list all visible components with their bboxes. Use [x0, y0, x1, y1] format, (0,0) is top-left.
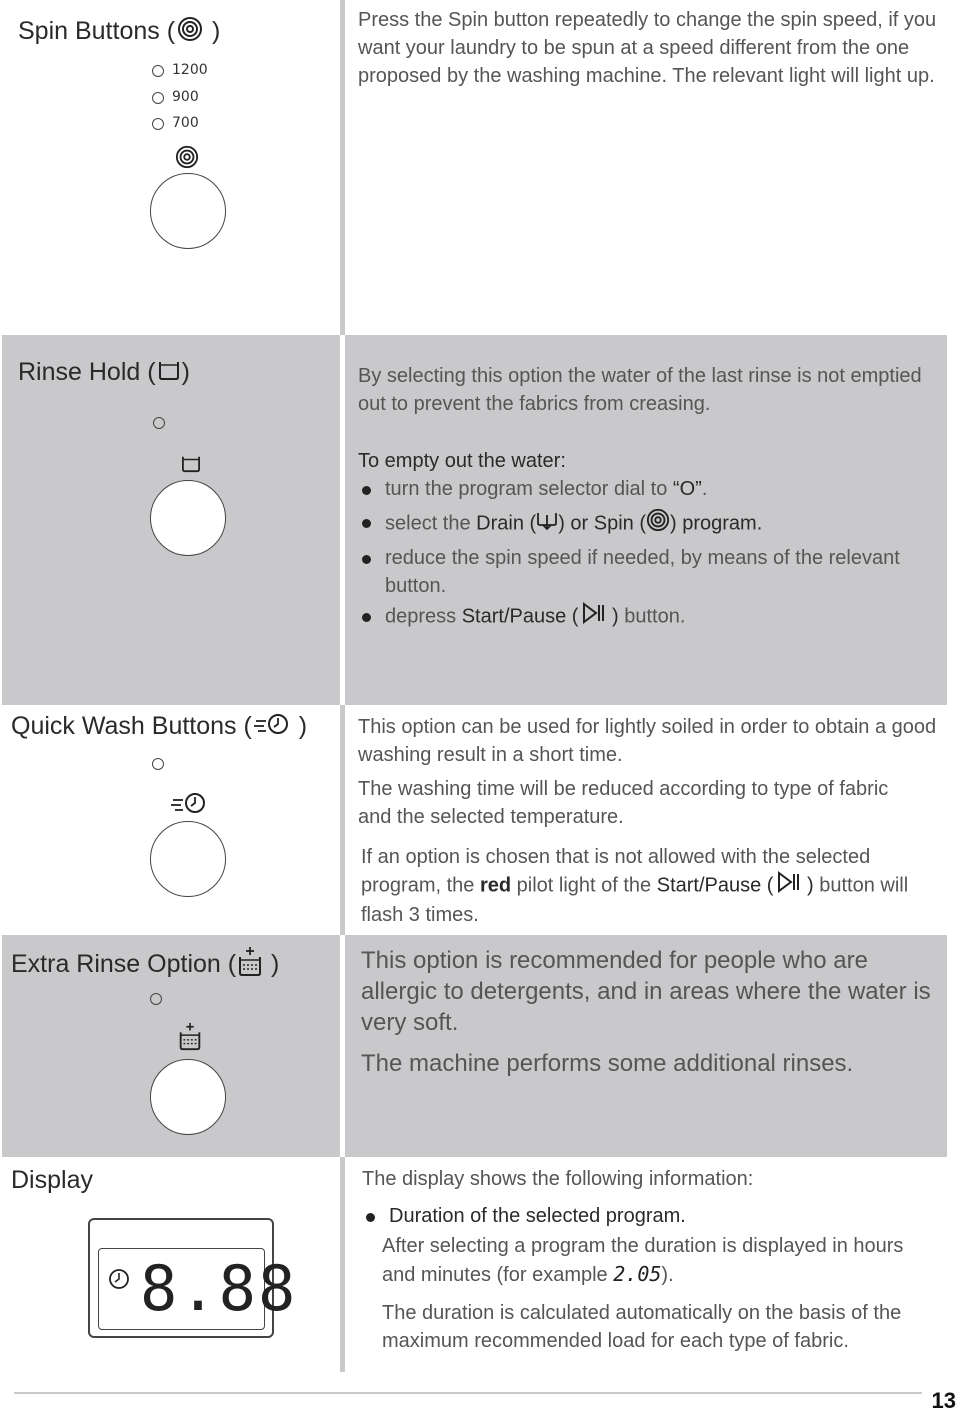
quick-wash-icon [170, 791, 208, 820]
spin-left-panel [2, 0, 340, 335]
display-duration-text: After selecting a program the duration is displayed in hours and minutes (for example 2.05). [382, 1235, 904, 1286]
quick-wash-title: Quick Wash Buttons ( ) [11, 712, 307, 743]
extra-rinse-icon [178, 1023, 202, 1056]
quick-wash-button[interactable] [150, 821, 226, 897]
quick-wash-warning: If an option is chosen that is not allowed with the selected program, the red pilot light of the Start/Pause ( ) button will flash 3 times. [361, 846, 909, 926]
rinse-hold-right-panel [345, 335, 947, 705]
extra-rinse-section [2, 935, 947, 1157]
quick-wash-icon [254, 712, 290, 743]
spin-speed-label: 900 [172, 89, 199, 105]
empty-water-steps [358, 475, 918, 632]
display-title: Display [11, 1166, 93, 1194]
spin-title: Spin Buttons ( ) [18, 16, 220, 49]
quick-wash-time-note: The washing time will be reduced according to type of fabric and the selected temperature. [358, 778, 889, 828]
rinse-hold-left-panel [2, 335, 340, 705]
spin-section [2, 0, 947, 335]
spin-icon [646, 508, 670, 540]
rinse-hold-title: Rinse Hold ( ) [18, 358, 190, 386]
quick-wash-description: This option can be used for lightly soiled in order to obtain a good washing result in a short time. [358, 716, 937, 766]
display-info-list [362, 1202, 932, 1230]
spin-lamp-700 [152, 118, 164, 130]
rinse-hold-icon [181, 455, 201, 478]
rinse-hold-section [2, 335, 947, 705]
display-right-panel [345, 1157, 947, 1372]
start-pause-icon [582, 602, 606, 632]
spin-lamp-1200 [152, 65, 164, 77]
example-duration: 2.05 [613, 1262, 662, 1286]
quick-wash-right-panel [345, 705, 947, 935]
lcd-digits: 8.88 [140, 1252, 298, 1325]
quick-wash-section [2, 705, 947, 935]
list-item: Duration of the selected program. [362, 1202, 932, 1230]
spin-button[interactable] [150, 173, 226, 249]
display-duration-note: The duration is calculated automatically on the basis of the maximum recommended load for each type of fabric. [382, 1302, 902, 1352]
extra-rinse-right-panel [345, 935, 947, 1157]
extra-rinse-icon [238, 947, 262, 984]
list-item: depress Start/Pause ( ) button. [358, 602, 918, 632]
quick-wash-lamp [152, 758, 164, 770]
extra-rinse-lamp [150, 993, 162, 1005]
extra-rinse-description: This option is recommended for people who are allergic to detergents, and in areas where the water is very soft. [361, 947, 931, 1036]
clock-icon [108, 1268, 130, 1295]
rinse-hold-lamp [153, 417, 165, 429]
extra-rinse-left-panel [2, 935, 340, 1157]
spin-right-panel [345, 0, 947, 335]
list-item: reduce the spin speed if needed, by means of the relevant button. [358, 544, 918, 600]
extra-rinse-title: Extra Rinse Option ( ) [11, 947, 279, 984]
display-intro: The display shows the following information: [362, 1168, 754, 1190]
spin-description: Press the Spin button repeatedly to change the spin speed, if you want your laundry to be spun at a speed different from the one proposed by the washing machine. The relevant light will light up. [358, 9, 937, 87]
drain-icon [536, 509, 558, 539]
spin-lamp-900 [152, 92, 164, 104]
extra-rinse-note: The machine performs some additional rinses. [361, 1050, 854, 1077]
spin-speed-label: 700 [172, 115, 199, 131]
rinse-hold-button[interactable] [150, 480, 226, 556]
page-number: 13 [931, 1388, 956, 1413]
spin-icon [177, 16, 203, 49]
list-item: turn the program selector dial to “O”. [358, 475, 918, 503]
quick-wash-left-panel [2, 705, 340, 935]
rinse-hold-icon [158, 359, 180, 388]
footer-divider [14, 1392, 922, 1394]
extra-rinse-button[interactable] [150, 1059, 226, 1135]
list-item: select the Drain ( ) or Spin ( ) program. [358, 508, 918, 540]
rinse-hold-description: By selecting this option the water of the last rinse is not emptied out to prevent the fabrics from creasing. [358, 365, 922, 415]
page-footer [0, 1380, 960, 1418]
empty-water-heading: To empty out the water: [358, 450, 566, 472]
start-pause-icon [777, 871, 801, 901]
spin-speed-label: 1200 [172, 62, 208, 78]
spin-icon [175, 145, 199, 174]
